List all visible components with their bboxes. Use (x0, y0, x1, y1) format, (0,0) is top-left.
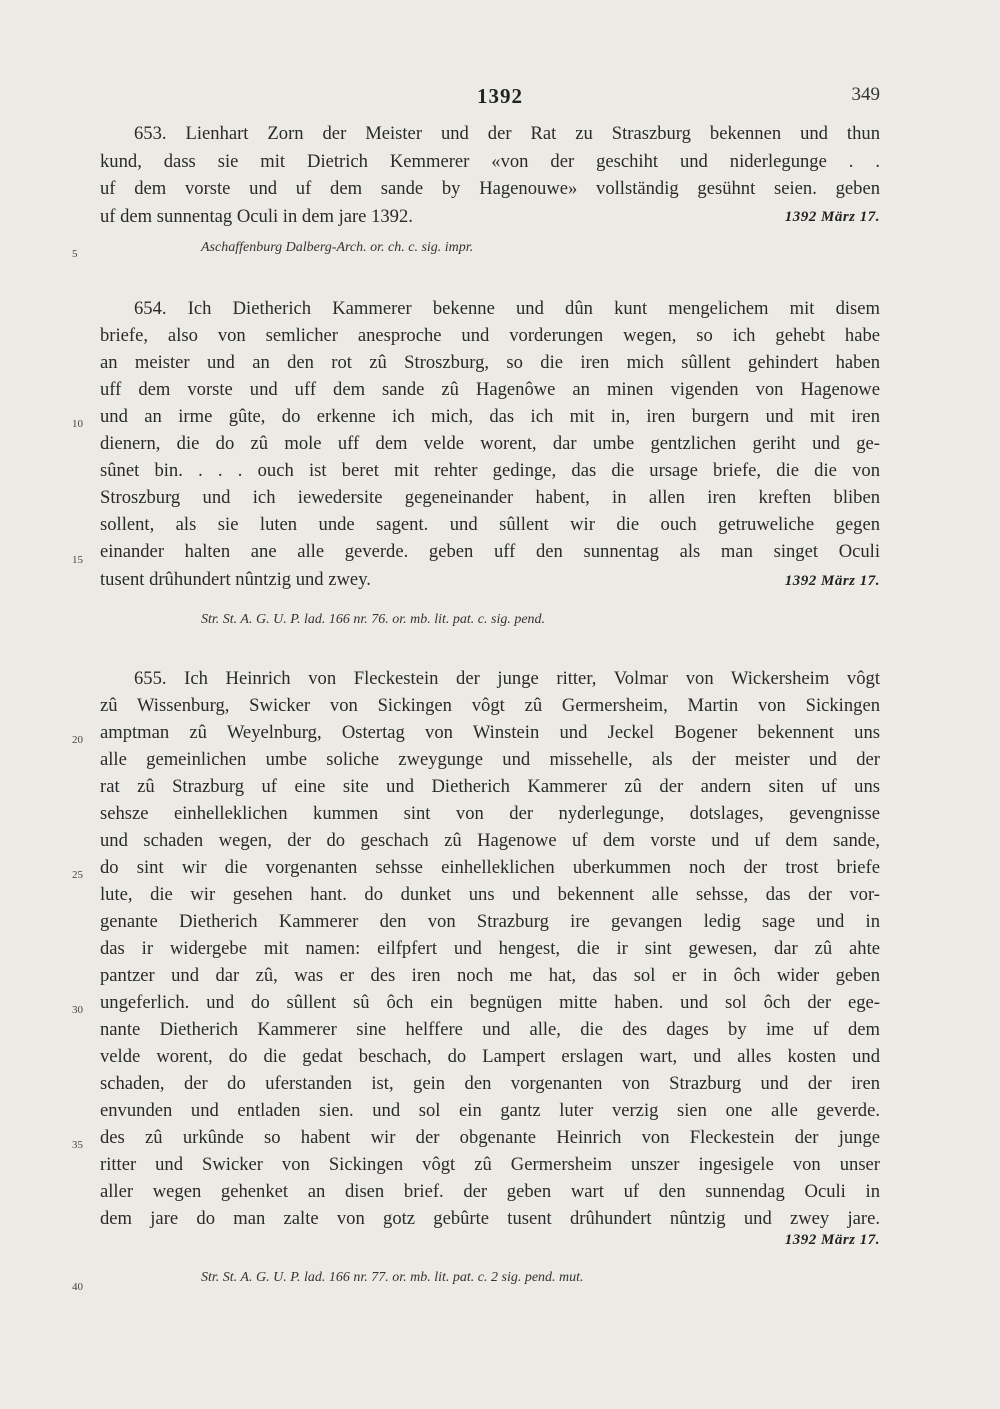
doc654-line: sûnet bin. . . . ouch ist beret mit rehter gedinge, das die ursage briefe, die die von (100, 460, 880, 481)
doc654-line: dienern, die do zû mole uff dem velde worent, dar umbe gentzlichen geriht und ge- (100, 433, 880, 454)
doc655-line: das ir widergebe mit namen: eilfpfert und hengest, die ir sint gewesen, dar zû ahte (100, 938, 880, 959)
page-number: 349 (851, 84, 880, 105)
doc655-line: aller wegen gehenket an disen brief. der geben wart uf den sunnendag Oculi in (100, 1181, 880, 1202)
doc655-line: sehsze einhelleklichen kummen sint von der nyderlegunge, dotslages, gevengnisse (100, 803, 880, 824)
doc655-line: rat zû Strazburg uf eine site und Dietherich Kammerer zû der andern siten uf uns (100, 776, 880, 797)
margin-line-number: 15 (72, 554, 83, 566)
doc654-line: tusent drûhundert nûntzig und zwey. (100, 569, 371, 590)
margin-line-number: 40 (72, 1281, 83, 1293)
doc655-date: 1392 März 17. (784, 1232, 880, 1248)
doc655-line: lute, die wir gesehen hant. do dunket uns und bekennent alle sehsse, das der vor- (100, 884, 880, 905)
doc655-source: Str. St. A. G. U. P. lad. 166 nr. 77. or. mb. lit. pat. c. 2 sig. pend. mut. (201, 1270, 584, 1285)
doc653-line: kund, dass sie mit Dietrich Kemmerer «von der geschiht und niderlegunge . . (100, 151, 880, 172)
doc655-line: alle gemeinlichen umbe soliche zweygunge und missehelle, als der meister und der (100, 749, 880, 770)
margin-line-number: 30 (72, 1004, 83, 1016)
doc655-line: genante Dietherich Kammerer den von Strazburg ire gevangen ledig sage und in (100, 911, 880, 932)
doc655-line: ungeferlich. und do sûllent sû ôch ein begnügen mitte haben. und sol ôch der ege- (100, 992, 880, 1013)
doc655-line: nante Dietherich Kammerer sine helffere und alle, die des dages by ime uf dem (100, 1019, 880, 1040)
margin-line-number: 20 (72, 734, 83, 746)
margin-line-number: 10 (72, 418, 83, 430)
doc655-line: schaden, der do uferstanden ist, gein den vorgenanten von Strazburg und der iren (100, 1073, 880, 1094)
doc654-line: uff dem vorste und uff dem sande zû Hagenôwe an minen vigenden von Hagenowe (100, 379, 880, 400)
doc654-date: 1392 März 17. (784, 573, 880, 589)
doc655-line: und schaden wegen, der do geschach zû Hagenowe uf dem vorste und uf dem sande, (100, 830, 880, 851)
doc654-line: briefe, also von semlicher anesproche und vorderungen wegen, so ich gehebt habe (100, 325, 880, 346)
doc653-date: 1392 März 17. (784, 209, 880, 225)
doc653-source: Aschaffenburg Dalberg-Arch. or. ch. c. sig. impr. (201, 240, 474, 255)
doc654-line: und an irme gûte, do erkenne ich mich, das ich mit in, iren burgern und mit iren (100, 406, 880, 427)
margin-line-number: 5 (72, 248, 78, 260)
doc655-line: velde worent, do die gedat beschach, do Lampert erslagen wart, und alles kosten und (100, 1046, 880, 1067)
doc653-line: 653. Lienhart Zorn der Meister und der Rat zu Straszburg bekennen und thun (134, 123, 880, 144)
doc655-line: zû Wissenburg, Swicker von Sickingen vôgt zû Germersheim, Martin von Sickingen (100, 695, 880, 716)
margin-line-number: 25 (72, 869, 83, 881)
doc653-line: uf dem sunnentag Oculi in dem jare 1392. (100, 206, 413, 227)
doc654-line: sollent, als sie luten unde sagent. und sûllent wir die ouch getruweliche gegen (100, 514, 880, 535)
doc654-line: 654. Ich Dietherich Kammerer bekenne und dûn kunt mengelichem mit disem (134, 298, 880, 319)
doc655-line: 655. Ich Heinrich von Fleckestein der junge ritter, Volmar von Wickersheim vôgt (134, 668, 880, 689)
doc654-line: einander halten ane alle geverde. geben uff den sunnentag als man singet Oculi (100, 541, 880, 562)
doc655-line: pantzer und dar zû, was er des iren noch me hat, das sol er in ôch wider geben (100, 965, 880, 986)
doc655-line: dem jare do man zalte von gotz gebûrte tusent drûhundert nûntzig und zwey jare. (100, 1208, 880, 1229)
doc653-line: uf dem vorste und uf dem sande by Hagenouwe» vollständig gesühnt seien. geben (100, 178, 880, 199)
header-year: 1392 (477, 84, 523, 108)
doc655-line: des zû urkûnde so habent wir der obgenante Heinrich von Fleckestein der junge (100, 1127, 880, 1148)
doc654-line: Stroszburg und ich iewedersite gegeneinander habent, in allen iren kreften bliben (100, 487, 880, 508)
doc655-line: amptman zû Weyelnburg, Ostertag von Winstein und Jeckel Bogener bekennent uns (100, 722, 880, 743)
doc654-line: an meister und an den rot zû Stroszburg, so die iren mich sûllent gehindert haben (100, 352, 880, 373)
doc655-line: ritter und Swicker von Sickingen vôgt zû Germersheim unszer ingesigele von unser (100, 1154, 880, 1175)
margin-line-number: 35 (72, 1139, 83, 1151)
doc655-line: do sint wir die vorgenanten sehsse einhelleklichen uberkummen noch der trost briefe (100, 857, 880, 878)
doc655-line: envunden und entladen sien. und sol ein gantz luter verzig sien one alle geverde. (100, 1100, 880, 1121)
doc654-source: Str. St. A. G. U. P. lad. 166 nr. 76. or. mb. lit. pat. c. sig. pend. (201, 612, 546, 627)
